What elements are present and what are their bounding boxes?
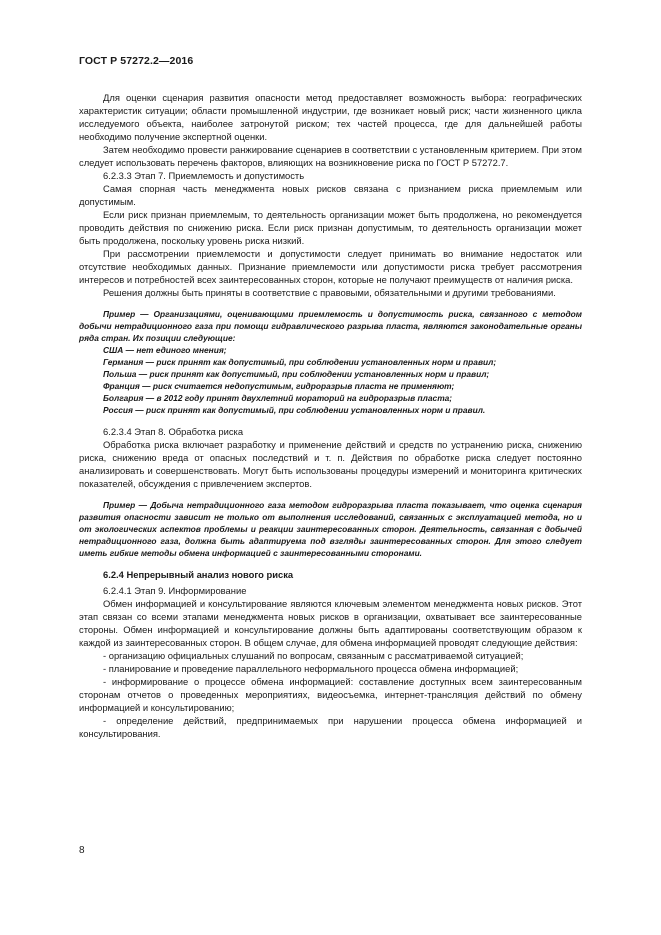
example-item: Германия — риск принят как допустимый, при соблюдении установленных норм и правил; xyxy=(103,357,497,367)
paragraph: Самая спорная часть менеджмента новых рисков связана с признанием риска приемлемым или допустимым. xyxy=(79,183,582,207)
page-header: ГОСТ Р 57272.2—2016 xyxy=(79,55,194,67)
list-item: - организацию официальных слушаний по вопросам, связанным с рассматриваемой ситуацией; xyxy=(103,650,524,661)
list-item: - определение действий, предпринимаемых при нарушении процесса обмена информацией и консультирования. xyxy=(79,715,582,739)
example-block-2: Пример — Добыча нетрадиционного газа методом гидроразрыва пласта показывает, что оценка сценария развития опасности зависит не только от выполнения исследований, связанных с эксплуатацией метода, но и от экологических аспектов проблемы и реакции заинтересованных сторон. Деятельность, связанная с добычей нетрадиционного газа, должна быть адаптируема под взгляды заинтересованных сторон. Для этого следует иметь гибкие методы обмена информацией с заинтересованными сторонами. xyxy=(79,500,582,558)
paragraph: Для оценки сценария развития опасности метод предоставляет возможность выбора: географических характеристик ситуации; области промышленной индустрии, где возникает новый риск; части жизненного цикла исследуемого объекта, наиболее затронутой риском; тех частей процесса, где для дальнейшей работы необходимо получение экспертной оценки. xyxy=(79,92,582,142)
section-heading-6-2-3-3: 6.2.3.3 Этап 7. Приемлемость и допустимость xyxy=(103,170,305,181)
paragraph: При рассмотрении приемлемости и допустимости следует принимать во внимание недостаток или отсутствие необходимых данных. Признание приемлемости или допустимости риска требует рассмотрения интересов и потребностей всех заинтересованных сторон, которые не получают преимуществ от наличия риска. xyxy=(79,248,582,285)
page-number: 8 xyxy=(79,845,85,856)
list-item: - информирование о процессе обмена информацией: составление доступных всем заинтересованным сторонам отчетов о проведенных мероприятиях, видеосъемка, интернет-трансляция действий по обмену информацией и консультированию; xyxy=(79,676,582,713)
example-item: США — нет единого мнения; xyxy=(103,345,227,355)
page-body xyxy=(79,91,582,740)
section-heading-6-2-4: 6.2.4 Непрерывный анализ нового риска xyxy=(103,569,294,580)
list-item: - планирование и проведение параллельного неформального процесса обмена информацией; xyxy=(103,663,519,674)
paragraph: Решения должны быть приняты в соответствие с правовыми, обязательными и другими требованиями. xyxy=(103,287,556,298)
example-item: Польша — риск принят как допустимый, при соблюдении установленных норм и правил; xyxy=(103,369,490,379)
example-item: Франция — риск считается недопустимым, гидроразрыв пласта не применяют; xyxy=(103,381,455,391)
section-heading-6-2-3-4: 6.2.3.4 Этап 8. Обработка риска xyxy=(103,426,244,437)
example-item: Россия — риск принят как допустимый, при соблюдении установленных норм и правил. xyxy=(103,405,486,415)
example-intro: Пример — Организациями, оценивающими приемлемость и допустимость риска, связанного с методом добычи нетрадиционного газа при помощи гидравлического разрыва пласта, являются законодательные органы ряда стран. Их позиции следующие: xyxy=(79,309,582,343)
example-item: Болгария — в 2012 году принят двухлетний мораторий на гидроразрыв пласта; xyxy=(103,393,453,403)
paragraph: Обработка риска включает разработку и применение действий и средств по устранению риска, снижению риска, снижению вреда от опасных последствий и т. п. Действия по обработке риска следует постоянно анализировать и совершенствовать. Могут быть использованы процедуры измерений и мониторинга критических показателей, обсуждения с привлечением экспертов. xyxy=(79,439,582,489)
paragraph: Если риск признан приемлемым, то деятельность организации может быть продолжена, но рекомендуется проводить действия по снижению риска. Если риск признан допустимым, то деятельность организации может быть продолжена, поскольку уровень риска низкий. xyxy=(79,209,582,246)
section-heading-6-2-4-1: 6.2.4.1 Этап 9. Информирование xyxy=(103,585,247,596)
paragraph: Затем необходимо провести ранжирование сценариев в соответствии с установленным критерием. При этом следует использовать перечень факторов, влияющих на возникновение риска по ГОСТ Р 57272.7. xyxy=(79,144,582,168)
paragraph: Обмен информацией и консультирование являются ключевым элементом менеджмента новых рисков. Этот этап связан со всеми этапами менеджмента новых рисков в организации, охватывает все заинтересованные стороны. Обмен информацией и консультирование должны быть адаптированы соответствующим образом к каждой из заинтересованных сторон. В общем случае, для обмена информацией проводят следующие действия: xyxy=(79,598,582,648)
example-block-1 xyxy=(79,308,582,416)
